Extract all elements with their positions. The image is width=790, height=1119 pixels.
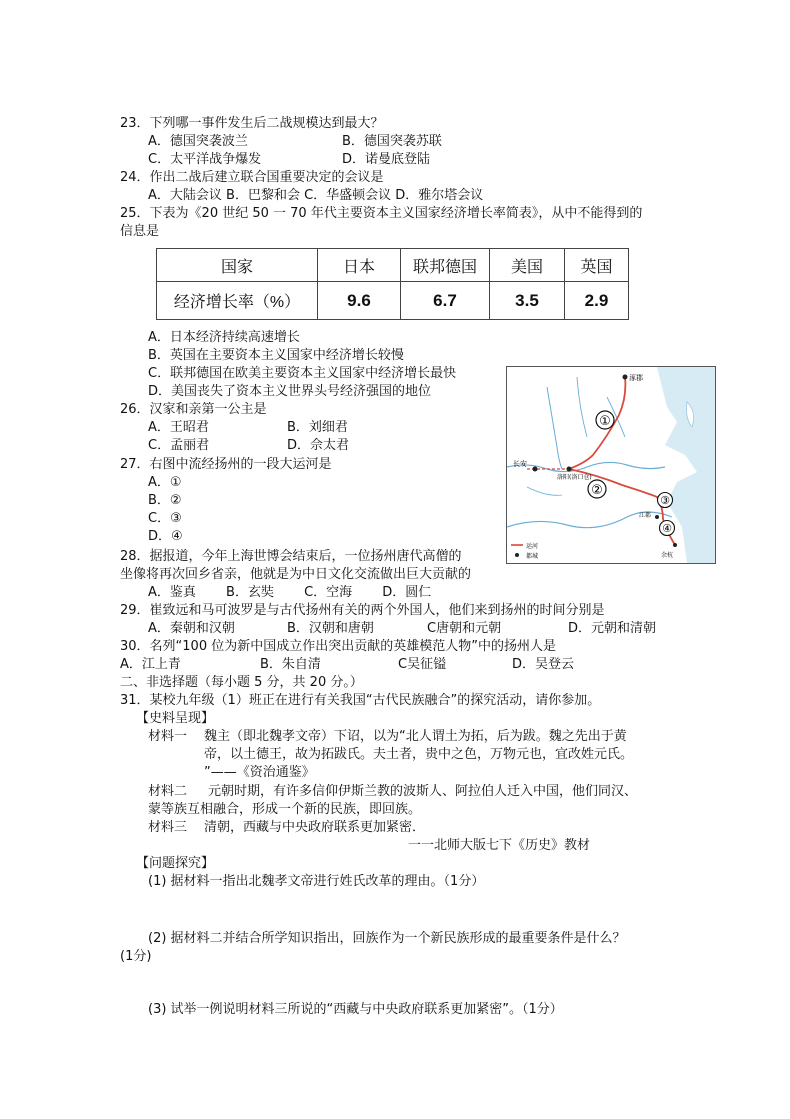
q31-heading-materials: 【史料呈现】 (136, 711, 215, 726)
table-header: 日本 (318, 249, 401, 282)
table-cell: 2.9 (565, 282, 629, 320)
q30-option-d: D．吴登云 (512, 657, 575, 672)
svg-text:④: ④ (662, 522, 672, 535)
q26-option-c: C．孟丽君 (148, 438, 210, 453)
material-source: 一一北师大版七下《历史》教材 (408, 838, 591, 853)
svg-text:③: ③ (660, 494, 670, 507)
q28-stem-cont: 坐像将再次回乡省亲，他就是为中日文化交流做出巨大贡献的 (120, 567, 472, 582)
q23-option-d: D．诺曼底登陆 (342, 152, 431, 167)
map-label-changan: 长安 (513, 460, 527, 468)
q23-option-c: C．太平洋战争爆发 (148, 152, 262, 167)
q23-option-b: B．德国突袭苏联 (342, 134, 442, 149)
map-label-zhuojun: 涿郡 (629, 374, 643, 382)
material-3-line-1: 清朝，西藏与中央政府联系更加紧密． (204, 820, 426, 835)
table-row-label: 经济增长率（%） (157, 282, 318, 320)
q31-heading-questions: 【问题探究】 (136, 856, 215, 871)
material-2-label: 材料二 (148, 784, 188, 799)
q24-stem: 24．作出二战后建立联合国重要决定的会议是 (120, 170, 384, 185)
q28-stem: 28．据报道，今年上海世博会结束后，一位扬州唐代高僧的 (120, 549, 462, 564)
q31-part-2-cont: (1分) (120, 949, 152, 964)
map-label-yuhang: 余杭 (661, 552, 674, 559)
q31-stem: 31．某校九年级（1）班正在进行有关我国“古代民族融合”的探究活动，请你参加。 (120, 693, 601, 708)
legend-canal-label: 运河 (526, 543, 539, 550)
q30-stem: 30．名列“100 位为新中国成立作出突出贡献的英雄模范人物”中的扬州人是 (120, 639, 556, 654)
q25-option-a: A．日本经济持续高速增长 (148, 330, 300, 345)
table-header: 国家 (157, 249, 318, 282)
q29-option-a: A．秦朝和汉朝 (148, 621, 235, 636)
q29-option-c: C唐朝和元朝 (427, 621, 502, 636)
grand-canal-map (506, 366, 716, 564)
table-header: 英国 (565, 249, 629, 282)
marker-4 (660, 521, 675, 536)
q23-stem: 23．下列哪一事件发生后二战规模达到最大？ (120, 116, 384, 131)
material-1-label: 材料一 (148, 729, 188, 744)
q25-stem-cont: 信息是 (120, 224, 160, 239)
q28-options: A．鉴真 B．玄奘 C．空海 D．圆仁 (148, 585, 432, 600)
marker-2 (588, 480, 606, 498)
marker-3 (658, 493, 673, 508)
table-header: 美国 (490, 249, 565, 282)
svg-text:②: ② (591, 483, 603, 498)
q26-option-d: D．佘太君 (287, 438, 350, 453)
q30-option-c: C吴征镒 (398, 657, 447, 672)
q23-option-a: A．德国突袭波兰 (148, 134, 248, 149)
table-header: 联邦德国 (401, 249, 490, 282)
legend-capital-label: 都城 (526, 553, 539, 560)
q27-option-a: A．① (148, 475, 182, 490)
grand-canal-map-svg (507, 367, 715, 563)
growth-rate-table (156, 248, 629, 320)
q26-stem: 26．汉家和亲第一公主是 (120, 402, 267, 417)
q27-stem: 27．右图中流经扬州的一段大运河是 (120, 457, 332, 472)
q27-option-b: B．② (148, 493, 182, 508)
material-2-line-1: 元朝时期，有许多信仰伊斯兰教的波斯人、阿拉伯人迁入中国，他们同汉、 (195, 784, 638, 799)
section-2-heading: 二、非选择题（每小题 5 分，共 20 分。） (120, 675, 363, 690)
table-header-row (157, 249, 629, 282)
q31-part-1: (1) 据材料一指出北魏孝文帝进行姓氏改革的理由。（1分） (148, 874, 485, 889)
table-cell: 3.5 (490, 282, 565, 320)
q31-part-2: (2) 据材料二并结合所学知识指出，回族作为一个新民族形成的最重要条件是什么？ (148, 931, 626, 946)
q24-options: A．大陆会议 B．巴黎和会 C．华盛顿会议 D．雅尔塔会议 (148, 188, 484, 203)
material-1-line-2: 帝，以土德王，故为拓跋氏。夫土者，贵中之色，万物元也，宜改姓元氏。 (204, 747, 634, 762)
marker-1 (596, 411, 614, 429)
q29-stem: 29．崔致远和马可波罗是与古代扬州有关的两个外国人，他们来到扬州的时间分别是 (120, 603, 605, 618)
map-label-luoyang: 洛阳(洛口仓) (557, 474, 592, 481)
table-cell: 9.6 (318, 282, 401, 320)
table-cell: 6.7 (401, 282, 490, 320)
map-legend (511, 542, 538, 560)
q31-part-3: (3) 试举一例说明材料三所说的“西藏与中央政府联系更加紧密”。（1分） (148, 1002, 563, 1017)
material-1-line-3: ”——《资治通鉴》 (204, 765, 315, 780)
material-1-line-1: 魏主（即北魏孝文帝）下诏，以为“北人谓土为拓，后为跋。魏之先出于黄 (204, 729, 627, 744)
q26-option-a: A．王昭君 (148, 420, 209, 435)
q25-option-b: B．英国在主要资本主义国家中经济增长较慢 (148, 348, 404, 363)
table-row (157, 282, 629, 320)
material-3-label: 材料三 (148, 820, 188, 835)
q29-option-b: B．汉朝和唐朝 (287, 621, 374, 636)
q25-option-c: C．联邦德国在欧美主要资本主义国家中经济增长最快 (148, 366, 457, 381)
q26-option-b: B．刘细君 (287, 420, 348, 435)
q25-stem: 25．下表为《20 世纪 50 一 70 年代主要资本主义国家经济增长率简表》，从中不能得到的 (120, 206, 643, 221)
q27-option-c: C．③ (148, 511, 182, 526)
svg-text:①: ① (599, 414, 611, 429)
material-2-line-2: 蒙等族互相融合，形成一个新的民族，即回族。 (148, 802, 422, 817)
q29-option-d: D．元朝和清朝 (568, 621, 657, 636)
q25-option-d: D．美国丧失了资本主义世界头号经济强国的地位 (148, 384, 432, 399)
q27-option-d: D．④ (148, 529, 183, 544)
map-label-jiangdu: 江都 (639, 512, 652, 519)
q30-option-a: A．江上青 (120, 657, 181, 672)
q30-option-b: B．朱自清 (260, 657, 321, 672)
